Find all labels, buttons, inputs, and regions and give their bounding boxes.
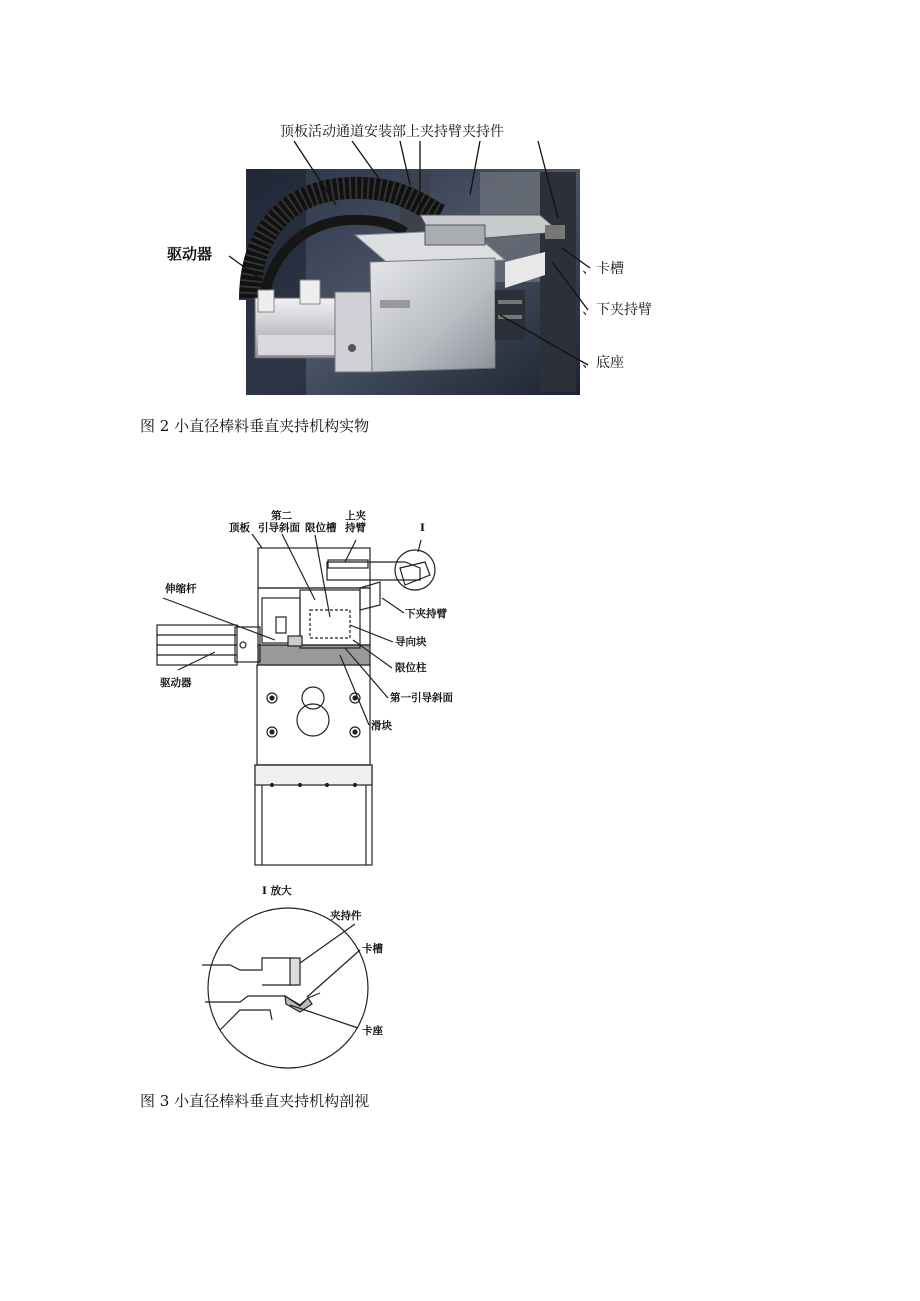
label-detail-marker: I — [420, 522, 425, 534]
label-limit-post: 限位柱 — [395, 662, 427, 674]
figure-2-base-label: 、底座 — [582, 355, 624, 371]
label-guide-slope-2: 引导斜面 — [258, 522, 300, 534]
label-slot: 卡槽 — [362, 943, 383, 955]
label-telescopic-rod: 伸缩杆 — [165, 583, 197, 595]
label-slider: 滑块 — [371, 720, 392, 732]
detail-title: I 放大 — [262, 885, 292, 897]
label-upper-arm-line1: 上夹 — [345, 510, 366, 522]
figure-2-top-label: 顶板活动通道安装部上夹持臂夹持件 — [280, 124, 504, 140]
label-limit-slot: 限位槽 — [305, 522, 337, 534]
figure-2-drive-label: 驱动器 — [167, 245, 213, 263]
label-drive: 驱动器 — [160, 677, 192, 689]
label-guide-block: 导向块 — [395, 636, 427, 648]
label-clamp: 夹持件 — [330, 910, 362, 922]
figure-3-caption: 图 3 小直径棒料垂直夹持机构剖视 — [140, 1092, 370, 1110]
detail-enlargement — [202, 908, 368, 1068]
figure-2-caption: 图 2 小直径棒料垂直夹持机构实物 — [140, 417, 370, 435]
label-top-plate: 顶板 — [229, 522, 250, 534]
label-seat: 卡座 — [362, 1025, 383, 1037]
label-upper-arm-line2: 持臂 — [345, 522, 366, 534]
label-lower-arm: 下夹持臂 — [405, 608, 447, 620]
label-second: 第二 — [271, 510, 292, 522]
label-guide-slope-1: 第一引导斜面 — [390, 692, 453, 704]
figure-2-slot-label: 、卡槽 — [582, 261, 624, 277]
figure-2-lower-arm-label: 、下夹持臂 — [582, 302, 652, 318]
